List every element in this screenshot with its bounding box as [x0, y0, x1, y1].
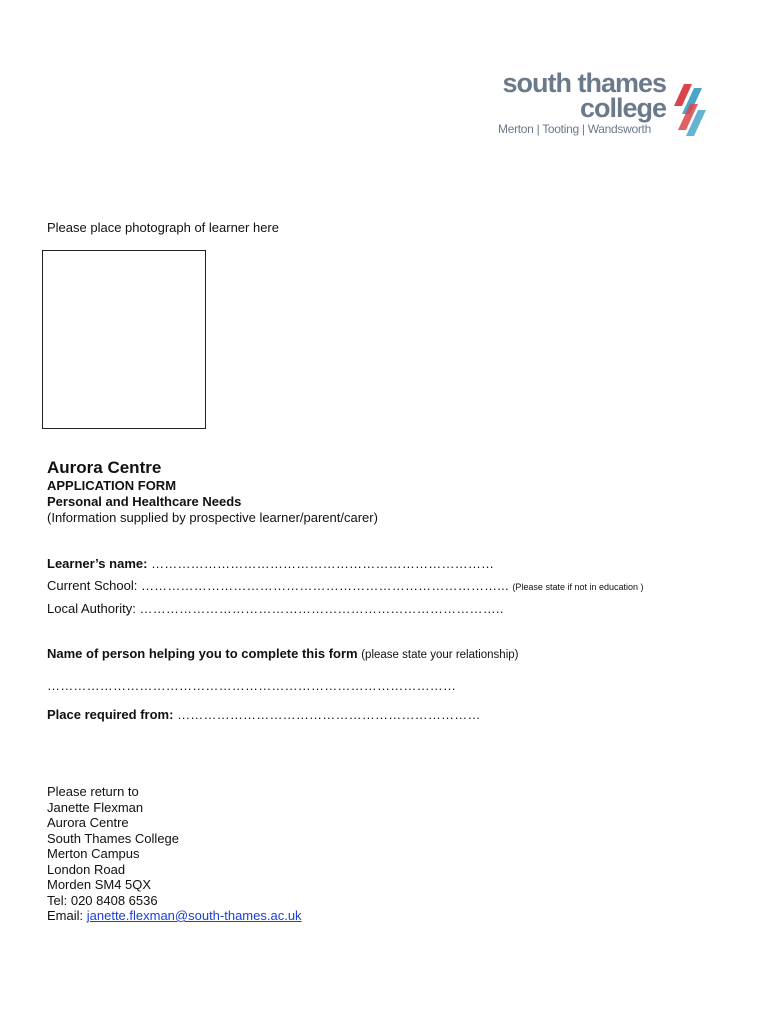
learner-name-label: Learner’s name:: [47, 556, 148, 571]
return-line: Merton Campus: [47, 846, 140, 861]
place-required-dotted-line[interactable]: ……………………………………………………………: [177, 707, 481, 722]
learner-name-field[interactable]: [47, 556, 494, 571]
current-school-field[interactable]: [47, 578, 644, 593]
form-info-note: (Information supplied by prospective learner/parent/carer): [47, 510, 378, 525]
photo-placeholder-box: [42, 250, 206, 429]
local-authority-label: Local Authority:: [47, 601, 136, 616]
return-line: Aurora Centre: [47, 815, 129, 830]
helper-name-dotted-line[interactable]: …………………………………………………………………………………: [47, 678, 457, 693]
logo-text-line1: south thames: [502, 68, 666, 98]
logo-stripes-icon: [670, 84, 706, 136]
photo-caption: Please place photograph of learner here: [47, 220, 279, 235]
helper-relationship-note: (please state your relationship): [361, 649, 519, 661]
return-line: London Road: [47, 861, 126, 877]
email-line: [47, 908, 302, 924]
return-line: Janette Flexman: [47, 799, 144, 815]
return-line: Please return to: [47, 784, 139, 799]
return-address: [47, 784, 302, 924]
form-subtitle: APPLICATION FORM: [47, 478, 177, 493]
form-section-title: Personal and Healthcare Needs: [47, 494, 242, 509]
helper-name-field[interactable]: [47, 678, 456, 693]
place-required-label: Place required from:: [47, 707, 174, 722]
current-school-dotted-line[interactable]: ………………………………………………………………………...: [140, 578, 509, 593]
return-line: Morden SM4 5QX: [47, 877, 152, 892]
email-label: Email:: [47, 908, 84, 923]
return-line: Tel: 020 8408 6536: [47, 892, 158, 908]
local-authority-dotted-line[interactable]: ………………………………………………………………………..: [139, 601, 504, 616]
helper-name-heading: [47, 646, 518, 661]
current-school-label: Current School:: [47, 578, 138, 593]
email-link[interactable]: janette.flexman@south-thames.ac.uk: [86, 908, 302, 923]
page-title: Aurora Centre: [47, 458, 162, 477]
college-logo: [494, 66, 708, 142]
local-authority-field[interactable]: [47, 601, 504, 616]
logo-tagline: Merton | Tooting | Wandsworth: [498, 122, 651, 136]
return-line: South Thames College: [47, 830, 180, 846]
logo-text-line2: college: [579, 93, 666, 123]
current-school-note: (Please state if not in education ): [512, 582, 644, 592]
place-required-field[interactable]: [47, 707, 481, 722]
learner-name-dotted-line[interactable]: ……………………………………………………………………: [151, 556, 495, 571]
helper-name-label: Name of person helping you to complete this form: [47, 646, 358, 661]
